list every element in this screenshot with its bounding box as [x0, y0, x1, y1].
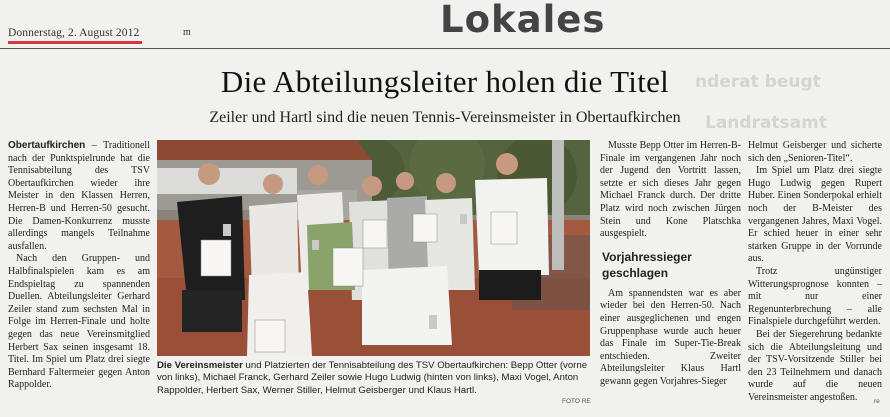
- article-dateline: Obertaufkirchen: [8, 140, 86, 151]
- bleed-through-text-2: Landratsamt: [705, 113, 827, 133]
- section-subheading: Vorjahressieger geschlagen: [602, 249, 692, 280]
- paragraph-text: – Traditionell nach der Punktspielrunde hat die Tennisabteilung des TSV Obertaufkirchen wieder ihre Meister in den Klassen Herren, Herren-B und Herren-50 gesucht. Die Damen-Konkurrenz musste allerdings mangels Teilnahme ausfallen.: [8, 140, 150, 252]
- article-headline: Die Abteilungsleiter holen die Titel: [220, 64, 670, 99]
- paragraph: Bei der Siegerehrung bedankte sich die Abteilungsleitung und der TSV-Vorsitzende Stiller bei den 23 Teilnehmern und danach wurde auf die neuen Vereinsmeister angestoßen.: [748, 328, 882, 403]
- paragraph: Nach den Gruppen- und Halbfinalspielen kam es am Endspieltag zu spannenden Duellen. Abteilungsleiter Gerhard Zeiler stand zum sechsten Mal in Folge im Herren-Finale und holte gegen das neue Vereinsmitglied Herbert Sax seinen insgesamt 18. Titel. Im Spiel um Platz drei siegte Bernhard Faltermeier gegen Anton Rappolder.: [8, 253, 150, 391]
- page-marker: m: [183, 27, 191, 38]
- header-rule: [0, 48, 890, 49]
- text-column-1: [8, 140, 150, 392]
- bleed-through-text-1: nderat beugt: [695, 72, 821, 92]
- section-title: Lokales: [440, 0, 606, 41]
- article-subheadline: Zeiler und Hartl sind die neuen Tennis-Vereinsmeister in Obertaufkirchen: [209, 109, 681, 126]
- issue-date: Donnerstag, 2. August 2012: [8, 27, 140, 39]
- caption-body: und Platzierten der Tennisabteilung des TSV Obertaufkirchen: Bepp Otter (vorne von links), Michael Franck, Gerhard Zeiler sowie Hugo Ludwig (hinten von links), Maxi Vogel, Anton Rappolder, Herbert Sax, Werner Stiller, Helmut Geisberger und Klaus Hartl.: [157, 360, 588, 396]
- team-photo: [157, 140, 590, 356]
- photo-credit: FOTO RE: [562, 398, 591, 405]
- team-photo-image: [157, 140, 590, 356]
- paragraph: Trotz ungünstiger Witterungsprognose konnten – mit nur einer Regenunterbrechung – alle Finalspiele durchgeführt werden.: [748, 265, 882, 328]
- caption-lead: Die Vereinsmeister: [157, 360, 243, 371]
- paragraph: Musste Bepp Otter im Herren-B-Finale im vergangenen Jahr noch der Jugend den Vortritt lassen, setzte er sich dieses Jahr gegen Michael Franck durch. Der dritte Platz wird noch zwischen Jürgen Stein und Kone Platschka ausgespielt.: [600, 140, 741, 240]
- paragraph: [8, 140, 150, 253]
- photo-caption: [157, 360, 590, 397]
- paragraph: Helmut Geisberger und sicherte sich den „Senioren-Titel“.: [748, 140, 882, 164]
- author-end-mark: re: [874, 398, 880, 405]
- paragraph: Im Spiel um Platz drei siegte Hugo Ludwig gegen Rupert Huber. Einen Sonderpokal erhielt noch der B-Meister des vergangenen Jahres, Maxi Vogel. Er schied heuer in einer sehr starken Gruppe in der Vorrunde aus.: [748, 165, 882, 265]
- date-underline: [8, 41, 142, 44]
- text-column-4: [748, 140, 882, 404]
- paragraph: Am spannendsten war es aber wieder bei den Herren-50. Nach einer ausgeglichenen und engen Gruppenphase wurde auch heuer das Finale im Super-Tie-Break entschieden. Zweiter Abteilungsleiter Klaus Hartl gewann gegen Vorjahres-Sieger: [600, 287, 741, 387]
- text-column-3: [600, 140, 741, 389]
